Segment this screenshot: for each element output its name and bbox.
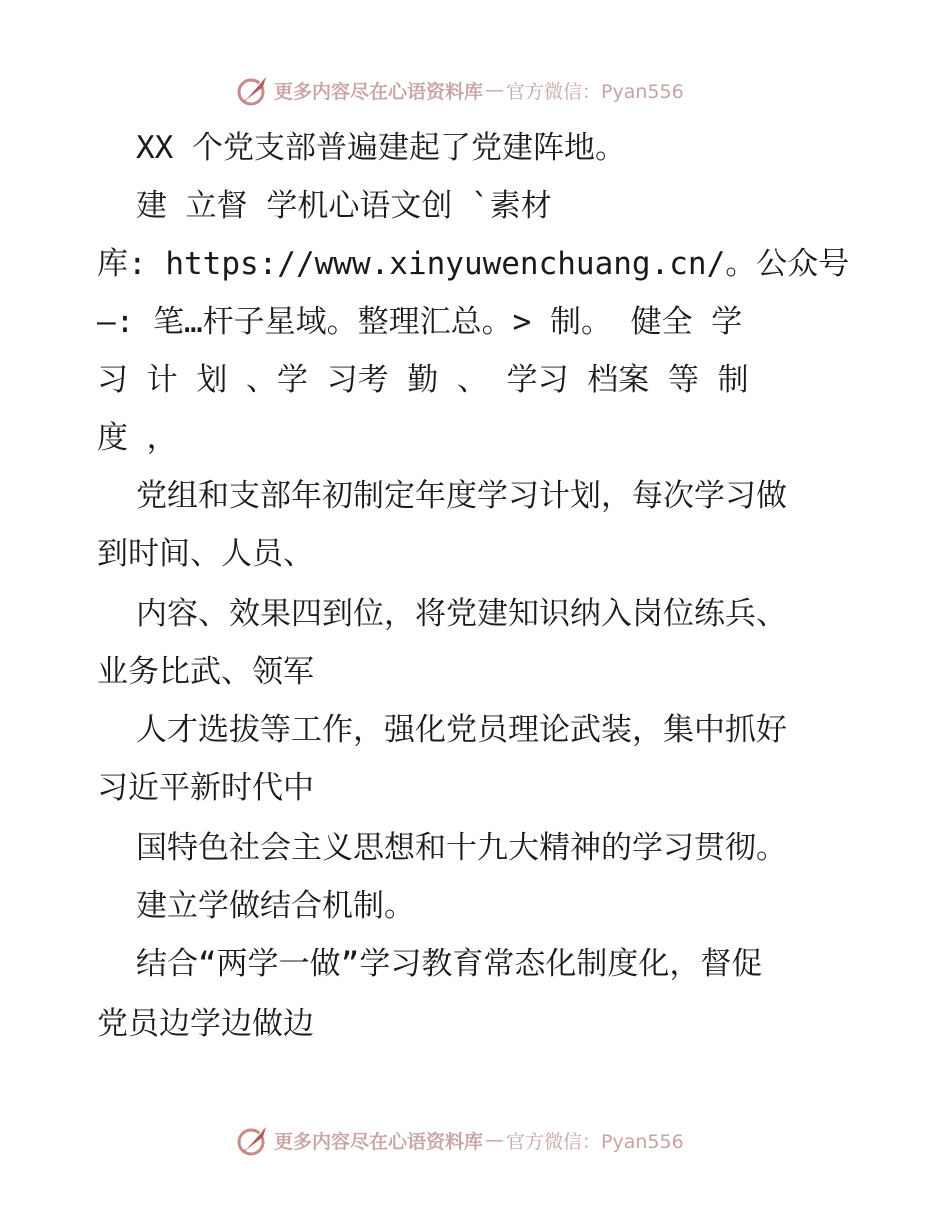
text-line: 内容、效果四到位，将党建知识纳入岗位练兵、 [136, 596, 787, 632]
watermark-dash: — [485, 1129, 505, 1151]
text-line: 业务比武、领军 [97, 654, 314, 690]
text-line: 度 ， [97, 420, 178, 456]
text-line: 党员边学边做边 [97, 1006, 314, 1042]
text-line: —: 笔…杆子星域。整理汇总。> 制。 健全 学 [97, 304, 743, 340]
watermark-sub-text: 官方微信：Pyan556 [506, 1130, 684, 1153]
watermark-sub-text: 官方微信：Pyan556 [506, 80, 684, 103]
watermark-main-text: 更多内容尽在心语资料库 [274, 80, 484, 103]
feather-pen-logo-icon [236, 1123, 270, 1157]
text-line: 库: https://www.xinyuwenchuang.cn/。公众号 [97, 246, 850, 282]
watermark-main-text: 更多内容尽在心语资料库 [274, 1130, 484, 1153]
text-line: 建立学做结合机制。 [136, 888, 415, 924]
text-line: 人才选拔等工作，强化党员理论武装，集中抓好 [136, 712, 787, 748]
text-line: 国特色社会主义思想和十九大精神的学习贯彻。 [136, 830, 787, 866]
text-line: 习近平新时代中 [97, 770, 314, 806]
watermark-footer [0, 1120, 950, 1160]
text-line: 结合“两学一做”学习教育常态化制度化，督促 [136, 946, 763, 982]
watermark-dash: — [485, 79, 505, 101]
text-line: 党组和支部年初制定年度学习计划，每次学习做 [136, 478, 787, 514]
text-line: 到时间、人员、 [97, 536, 314, 572]
text-line: 习 计 划 、学 习考 勤 、 学习 档案 等 制 [97, 362, 749, 398]
text-line: XX 个党支部普遍建起了党建阵地。 [136, 130, 626, 166]
text-line: 建 立督 学机心语文创 `素材 [136, 188, 552, 224]
